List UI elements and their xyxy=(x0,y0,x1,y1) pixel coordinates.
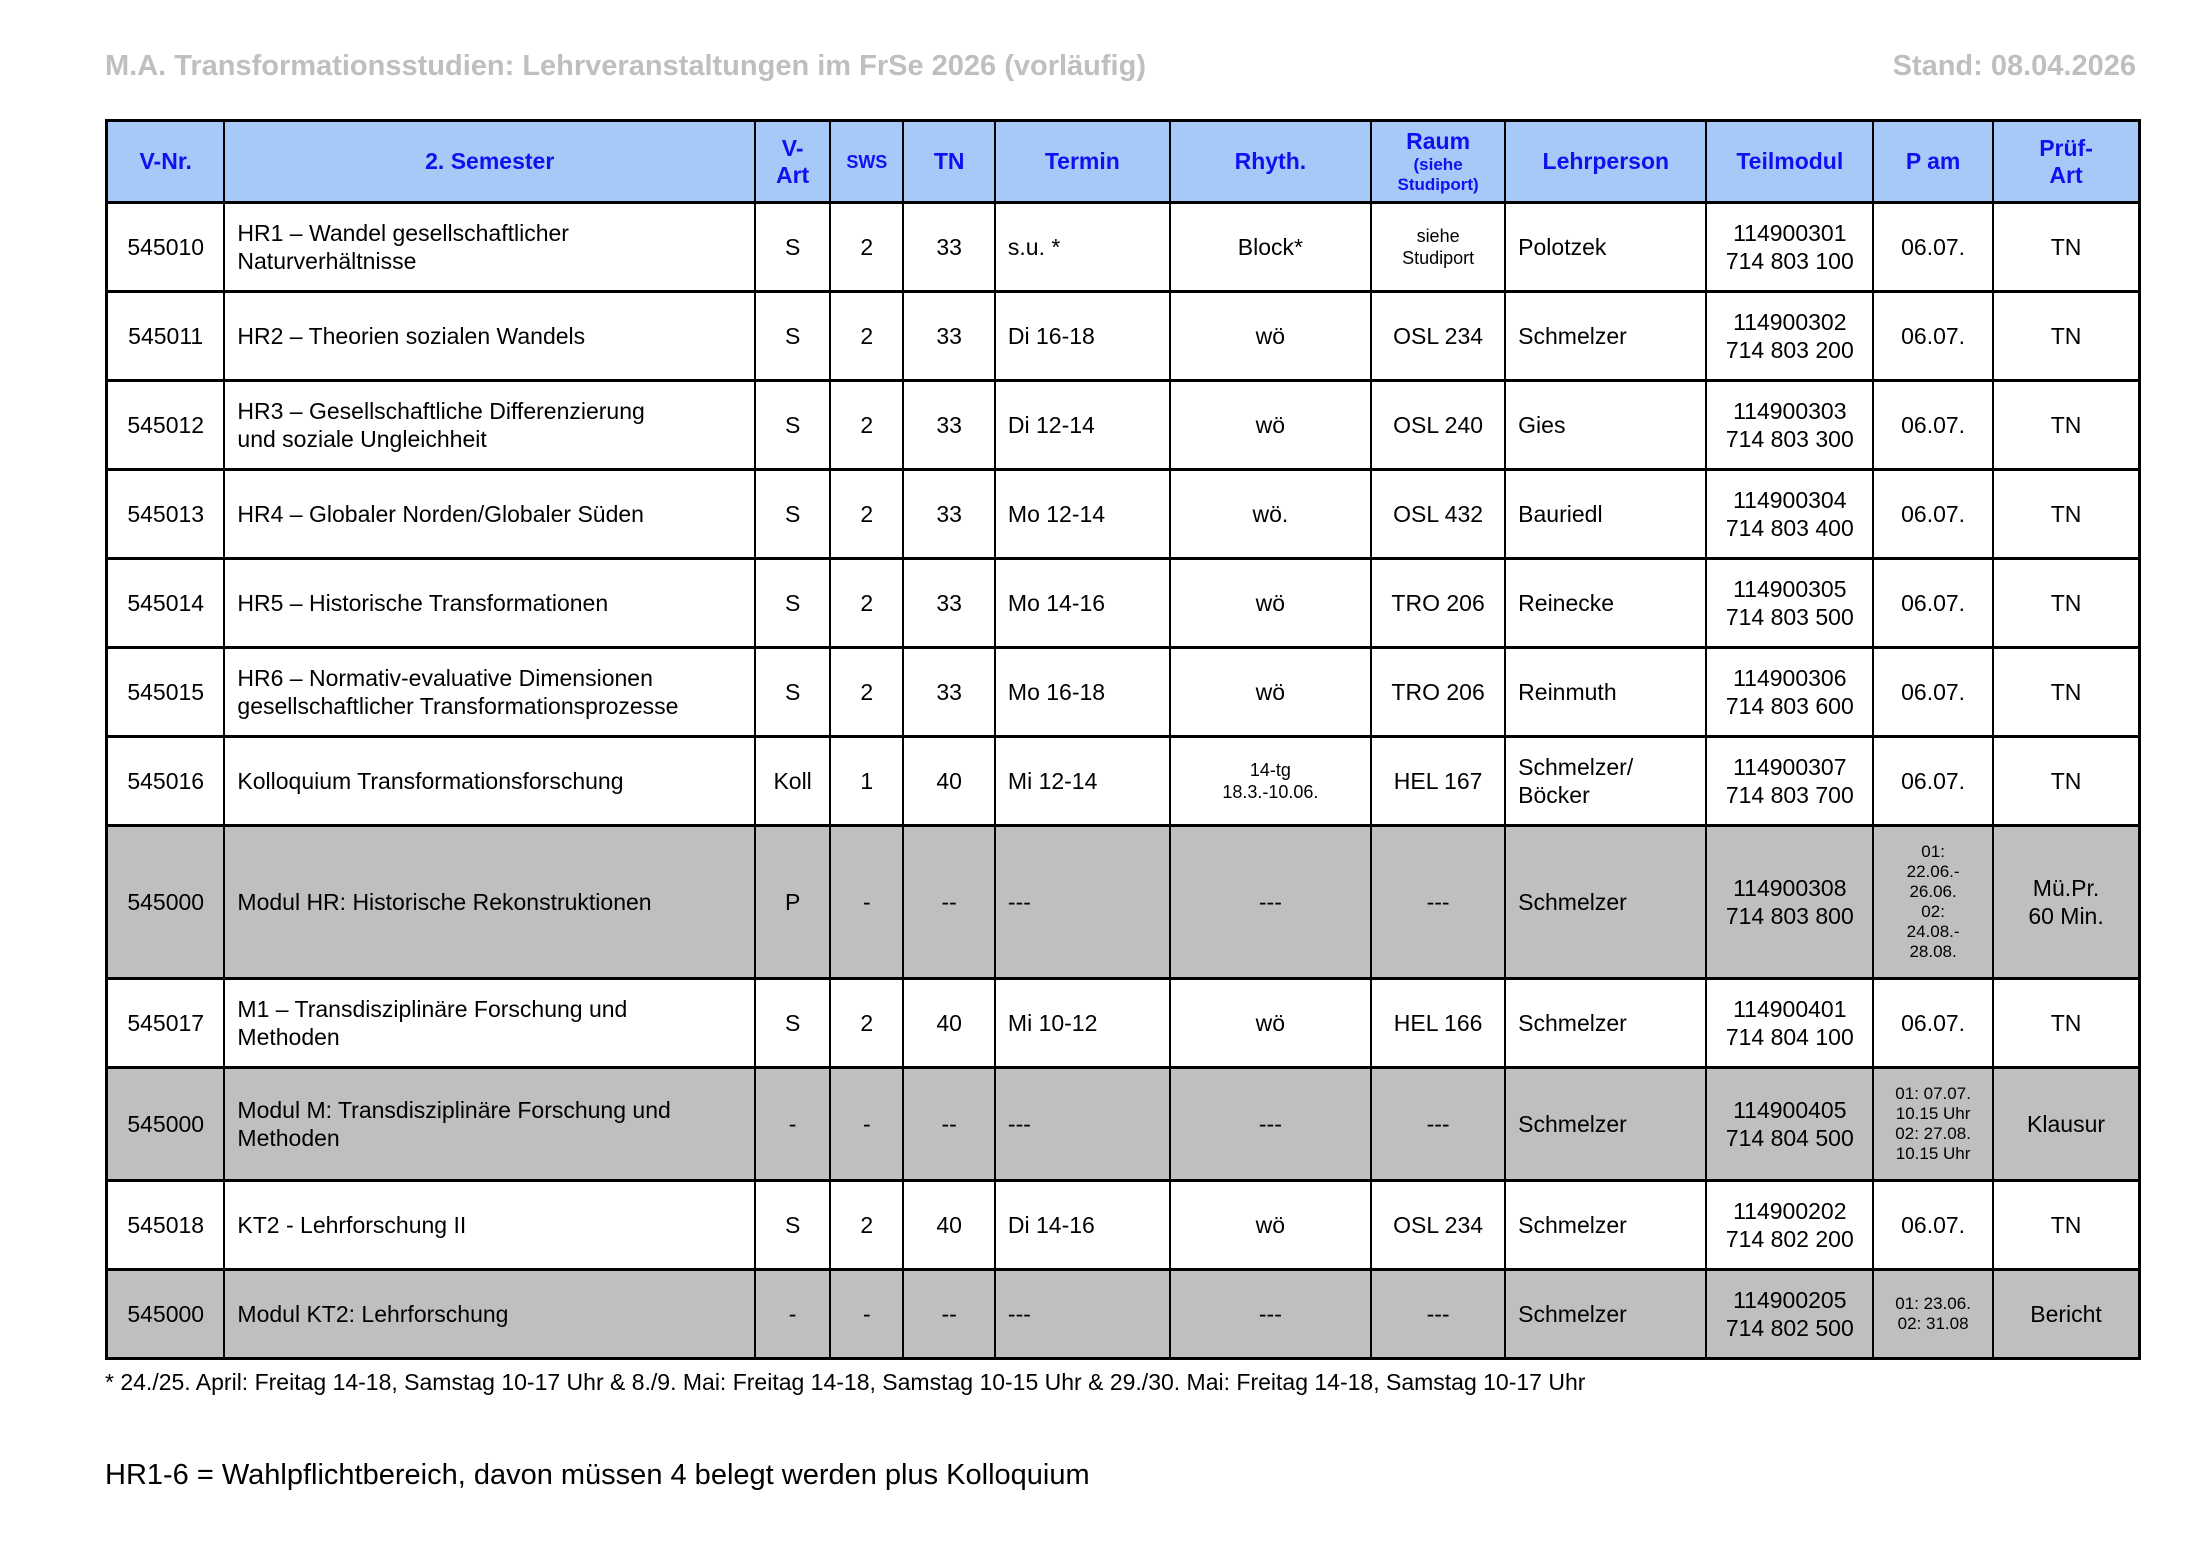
cell-sws: 2 xyxy=(830,559,903,648)
column-header-termin: Termin xyxy=(995,121,1170,203)
column-header-sws: SWS xyxy=(830,121,903,203)
table-row-545011-1 xyxy=(107,292,2140,381)
cell-rhyth: wö xyxy=(1170,559,1371,648)
cell-sws: - xyxy=(830,826,903,979)
cell-semester: HR3 – Gesellschaftliche Differenzierung und soziale Ungleichheit xyxy=(224,381,755,470)
table-row-545000-9 xyxy=(107,1068,2140,1181)
cell-vart: S xyxy=(755,559,830,648)
column-header-raum: Raum (siehe Studiport) xyxy=(1371,121,1505,203)
cell-lehrperson: Schmelzer xyxy=(1505,1181,1706,1270)
cell-lehrperson: Schmelzer xyxy=(1505,826,1706,979)
cell-raum: OSL 234 xyxy=(1371,1181,1505,1270)
cell-vnr: 545017 xyxy=(107,979,225,1068)
cell-lehrperson: Schmelzer xyxy=(1505,979,1706,1068)
cell-pruefart: TN xyxy=(1993,559,2139,648)
cell-rhyth: 14-tg 18.3.-10.06. xyxy=(1170,737,1371,826)
cell-pruefart: TN xyxy=(1993,979,2139,1068)
cell-termin: Di 16-18 xyxy=(995,292,1170,381)
cell-vnr: 545014 xyxy=(107,559,225,648)
cell-vnr: 545000 xyxy=(107,826,225,979)
bottom-note: HR1-6 = Wahlpflichtbereich, davon müssen 4 belegt werden plus Kolloquium xyxy=(105,1459,1090,1491)
cell-vart: S xyxy=(755,203,830,292)
cell-vart: S xyxy=(755,648,830,737)
cell-vnr: 545018 xyxy=(107,1181,225,1270)
cell-sws: 2 xyxy=(830,979,903,1068)
cell-sws: 2 xyxy=(830,648,903,737)
table-row-545018-10 xyxy=(107,1181,2140,1270)
column-header-tn: TN xyxy=(903,121,994,203)
cell-tn: 33 xyxy=(903,203,994,292)
cell-pruefart: Mü.Pr. 60 Min. xyxy=(1993,826,2139,979)
cell-semester: Modul HR: Historische Rekonstruktionen xyxy=(224,826,755,979)
cell-tn: 33 xyxy=(903,292,994,381)
cell-teilmodul: 114900405 714 804 500 xyxy=(1706,1068,1873,1181)
table-row-545012-2 xyxy=(107,381,2140,470)
cell-vart: Koll xyxy=(755,737,830,826)
cell-vart: S xyxy=(755,381,830,470)
cell-semester: Kolloquium Transformationsforschung xyxy=(224,737,755,826)
cell-termin: Mo 14-16 xyxy=(995,559,1170,648)
cell-tn: -- xyxy=(903,1068,994,1181)
cell-lehrperson: Schmelzer xyxy=(1505,1270,1706,1359)
table-row-545014-4 xyxy=(107,559,2140,648)
cell-teilmodul: 114900307 714 803 700 xyxy=(1706,737,1873,826)
table-header xyxy=(107,121,2140,203)
cell-raum: OSL 234 xyxy=(1371,292,1505,381)
cell-termin: s.u. * xyxy=(995,203,1170,292)
cell-sws: 2 xyxy=(830,203,903,292)
cell-termin: Mi 12-14 xyxy=(995,737,1170,826)
cell-teilmodul: 114900401 714 804 100 xyxy=(1706,979,1873,1068)
table-row-545000-11 xyxy=(107,1270,2140,1359)
cell-sws: - xyxy=(830,1270,903,1359)
cell-vart: - xyxy=(755,1068,830,1181)
cell-semester: HR4 – Globaler Norden/Globaler Süden xyxy=(224,470,755,559)
cell-rhyth: --- xyxy=(1170,1270,1371,1359)
cell-tn: -- xyxy=(903,826,994,979)
cell-raum: TRO 206 xyxy=(1371,559,1505,648)
cell-rhyth: wö xyxy=(1170,979,1371,1068)
cell-lehrperson: Reinmuth xyxy=(1505,648,1706,737)
table-row-545015-5 xyxy=(107,648,2140,737)
cell-rhyth: Block* xyxy=(1170,203,1371,292)
cell-pam: 01: 23.06. 02: 31.08 xyxy=(1873,1270,1993,1359)
cell-lehrperson: Schmelzer xyxy=(1505,1068,1706,1181)
column-header-lehrperson: Lehrperson xyxy=(1505,121,1706,203)
cell-raum: OSL 240 xyxy=(1371,381,1505,470)
cell-pruefart: TN xyxy=(1993,470,2139,559)
cell-tn: 40 xyxy=(903,1181,994,1270)
cell-vnr: 545000 xyxy=(107,1270,225,1359)
cell-pam: 06.07. xyxy=(1873,470,1993,559)
cell-semester: Modul KT2: Lehrforschung xyxy=(224,1270,755,1359)
column-header-pruefart: Prüf- Art xyxy=(1993,121,2139,203)
cell-semester: HR1 – Wandel gesellschaftlicher Naturverhältnisse xyxy=(224,203,755,292)
cell-termin: Di 14-16 xyxy=(995,1181,1170,1270)
cell-rhyth: --- xyxy=(1170,826,1371,979)
cell-vnr: 545016 xyxy=(107,737,225,826)
cell-raum: OSL 432 xyxy=(1371,470,1505,559)
cell-sws: 2 xyxy=(830,292,903,381)
cell-termin: Di 12-14 xyxy=(995,381,1170,470)
cell-lehrperson: Polotzek xyxy=(1505,203,1706,292)
cell-vart: S xyxy=(755,979,830,1068)
cell-termin: --- xyxy=(995,826,1170,979)
cell-termin: Mo 12-14 xyxy=(995,470,1170,559)
cell-lehrperson: Reinecke xyxy=(1505,559,1706,648)
table-row-545017-8 xyxy=(107,979,2140,1068)
cell-raum: TRO 206 xyxy=(1371,648,1505,737)
cell-pruefart: Bericht xyxy=(1993,1270,2139,1359)
cell-pruefart: TN xyxy=(1993,381,2139,470)
column-header-vnr: V-Nr. xyxy=(107,121,225,203)
column-header-pam: P am xyxy=(1873,121,1993,203)
cell-semester: HR6 – Normativ-evaluative Dimensionen gesellschaftlicher Transformationsprozesse xyxy=(224,648,755,737)
cell-pruefart: TN xyxy=(1993,737,2139,826)
cell-tn: 40 xyxy=(903,979,994,1068)
page-title: M.A. Transformationsstudien: Lehrveranstaltungen im FrSe 2026 (vorläufig) xyxy=(105,50,1146,82)
cell-lehrperson: Bauriedl xyxy=(1505,470,1706,559)
cell-rhyth: wö xyxy=(1170,648,1371,737)
cell-pam: 01: 07.07. 10.15 Uhr 02: 27.08. 10.15 Uhr xyxy=(1873,1068,1993,1181)
cell-sws: - xyxy=(830,1068,903,1181)
cell-vnr: 545011 xyxy=(107,292,225,381)
title-bar xyxy=(105,0,2136,83)
cell-tn: 33 xyxy=(903,559,994,648)
cell-vart: S xyxy=(755,470,830,559)
cell-raum: HEL 166 xyxy=(1371,979,1505,1068)
table-body xyxy=(107,203,2140,1359)
cell-lehrperson: Gies xyxy=(1505,381,1706,470)
cell-vnr: 545012 xyxy=(107,381,225,470)
cell-sws: 2 xyxy=(830,381,903,470)
cell-sws: 1 xyxy=(830,737,903,826)
cell-tn: -- xyxy=(903,1270,994,1359)
cell-rhyth: wö xyxy=(1170,292,1371,381)
cell-teilmodul: 114900306 714 803 600 xyxy=(1706,648,1873,737)
table-row-545000-7 xyxy=(107,826,2140,979)
cell-pruefart: TN xyxy=(1993,648,2139,737)
table-row-545010-0 xyxy=(107,203,2140,292)
cell-termin: --- xyxy=(995,1270,1170,1359)
cell-raum: --- xyxy=(1371,1270,1505,1359)
cell-vnr: 545010 xyxy=(107,203,225,292)
column-header-vart: V- Art xyxy=(755,121,830,203)
cell-pam: 06.07. xyxy=(1873,648,1993,737)
cell-vnr: 545000 xyxy=(107,1068,225,1181)
cell-raum: --- xyxy=(1371,826,1505,979)
cell-vnr: 545015 xyxy=(107,648,225,737)
document-page xyxy=(105,0,2136,1492)
cell-pam: 06.07. xyxy=(1873,203,1993,292)
header-row xyxy=(107,121,2140,203)
cell-semester: M1 – Transdisziplinäre Forschung und Methoden xyxy=(224,979,755,1068)
cell-semester: Modul M: Transdisziplinäre Forschung und Methoden xyxy=(224,1068,755,1181)
cell-tn: 33 xyxy=(903,648,994,737)
cell-teilmodul: 114900304 714 803 400 xyxy=(1706,470,1873,559)
cell-pruefart: TN xyxy=(1993,1181,2139,1270)
cell-rhyth: wö xyxy=(1170,381,1371,470)
cell-rhyth: --- xyxy=(1170,1068,1371,1181)
cell-teilmodul: 114900302 714 803 200 xyxy=(1706,292,1873,381)
cell-vart: S xyxy=(755,292,830,381)
cell-pruefart: TN xyxy=(1993,292,2139,381)
stand-date: Stand: 08.04.2026 xyxy=(1892,50,2136,82)
cell-teilmodul: 114900303 714 803 300 xyxy=(1706,381,1873,470)
course-table xyxy=(105,119,2141,1360)
cell-tn: 33 xyxy=(903,381,994,470)
cell-pam: 06.07. xyxy=(1873,292,1993,381)
cell-rhyth: wö. xyxy=(1170,470,1371,559)
cell-vnr: 545013 xyxy=(107,470,225,559)
cell-teilmodul: 114900202 714 802 200 xyxy=(1706,1181,1873,1270)
cell-semester: HR5 – Historische Transformationen xyxy=(224,559,755,648)
cell-raum: --- xyxy=(1371,1068,1505,1181)
cell-lehrperson: Schmelzer xyxy=(1505,292,1706,381)
cell-sws: 2 xyxy=(830,1181,903,1270)
cell-vart: S xyxy=(755,1181,830,1270)
cell-termin: --- xyxy=(995,1068,1170,1181)
cell-semester: HR2 – Theorien sozialen Wandels xyxy=(224,292,755,381)
cell-termin: Mo 16-18 xyxy=(995,648,1170,737)
cell-raum: siehe Studiport xyxy=(1371,203,1505,292)
cell-pruefart: TN xyxy=(1993,203,2139,292)
cell-vart: - xyxy=(755,1270,830,1359)
cell-vart: P xyxy=(755,826,830,979)
cell-lehrperson: Schmelzer/ Böcker xyxy=(1505,737,1706,826)
cell-rhyth: wö xyxy=(1170,1181,1371,1270)
table-row-545016-6 xyxy=(107,737,2140,826)
cell-pruefart: Klausur xyxy=(1993,1068,2139,1181)
cell-termin: Mi 10-12 xyxy=(995,979,1170,1068)
cell-teilmodul: 114900305 714 803 500 xyxy=(1706,559,1873,648)
cell-pam: 06.07. xyxy=(1873,381,1993,470)
cell-teilmodul: 114900301 714 803 100 xyxy=(1706,203,1873,292)
cell-sws: 2 xyxy=(830,470,903,559)
cell-pam: 06.07. xyxy=(1873,559,1993,648)
table-row-545013-3 xyxy=(107,470,2140,559)
cell-tn: 40 xyxy=(903,737,994,826)
cell-teilmodul: 114900205 714 802 500 xyxy=(1706,1270,1873,1359)
cell-pam: 01: 22.06.- 26.06. 02: 24.08.- 28.08. xyxy=(1873,826,1993,979)
cell-semester: KT2 - Lehrforschung II xyxy=(224,1181,755,1270)
cell-pam: 06.07. xyxy=(1873,979,1993,1068)
cell-pam: 06.07. xyxy=(1873,1181,1993,1270)
column-header-semester: 2. Semester xyxy=(224,121,755,203)
column-header-teilmodul: Teilmodul xyxy=(1706,121,1873,203)
cell-pam: 06.07. xyxy=(1873,737,1993,826)
column-header-rhyth: Rhyth. xyxy=(1170,121,1371,203)
cell-teilmodul: 114900308 714 803 800 xyxy=(1706,826,1873,979)
cell-tn: 33 xyxy=(903,470,994,559)
cell-raum: HEL 167 xyxy=(1371,737,1505,826)
footnote: * 24./25. April: Freitag 14-18, Samstag 10-17 Uhr & 8./9. Mai: Freitag 14-18, Samstag 10-15 Uhr & 29./30. Mai: Freitag 14-18, Samstag 10-17 Uhr xyxy=(105,1369,1586,1395)
